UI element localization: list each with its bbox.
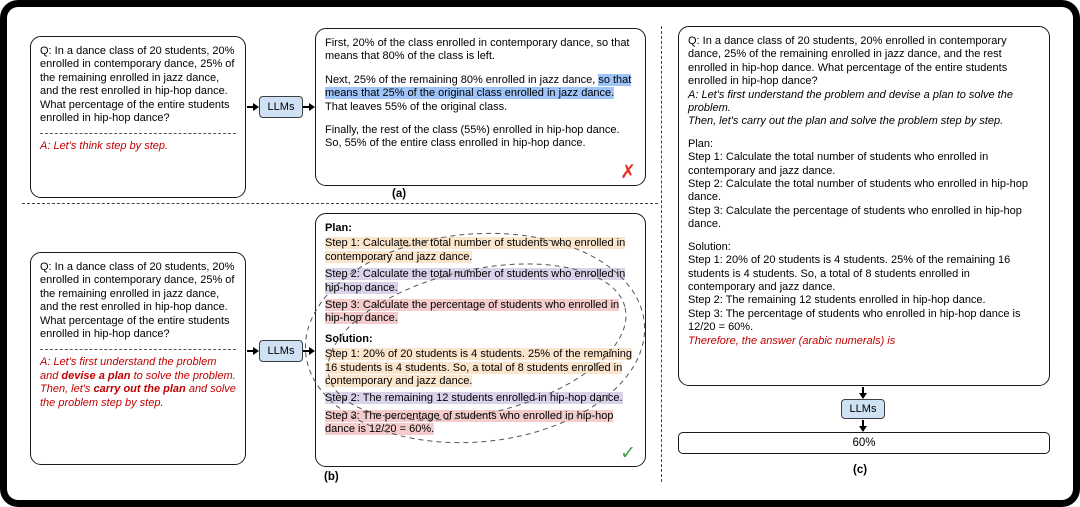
panel-b-question-box	[30, 252, 246, 465]
prompt-text: Then, let's	[40, 383, 94, 396]
ps-prompt-line: Then, let's carry out the plan and solve the problem step by step.	[688, 115, 1004, 128]
panel-c-prompt-box	[678, 26, 1050, 386]
prompt-text: to solve the problem.	[130, 369, 236, 382]
plan-step	[325, 268, 636, 295]
panel-b-label: (b)	[324, 471, 339, 483]
panel-c-label: (c)	[853, 464, 868, 476]
panel-b-output-box	[315, 213, 646, 467]
question-text: Q: In a dance class of 20 students, 20% enrolled in contemporary dance, 25% of the remaining enrolled in jazz dance, and the rest enrolled in hip-hop dance. What percentage of the entire students enrolled in hip-hop dance?	[40, 261, 235, 341]
plan-step-text: Step 2: Calculate the total number of students who enrolled in hip-hop dance.	[325, 268, 626, 294]
final-answer-box	[678, 432, 1050, 454]
output-paragraph	[325, 124, 636, 151]
dashed-separator	[40, 133, 236, 134]
plan-step	[325, 237, 636, 264]
plan-step: Step 2: Calculate the total number of students who enrolled in hip-hop dance.	[688, 178, 1028, 204]
panel-a-question-box	[30, 36, 246, 198]
llms-label: LLMs	[267, 345, 295, 357]
output-text: First, 20% of the class enrolled in contemporary dance, so that means that 80% of the class is left.	[325, 37, 630, 63]
plan-step	[325, 299, 636, 326]
panel-a-output-box	[315, 28, 646, 186]
solution-step: Step 2: The remaining 12 students enrolled in hip-hop dance.	[688, 294, 986, 307]
prompt-text: A: Let's first understand the problem and	[40, 356, 217, 382]
solution-step: Step 1: 20% of 20 students is 4 students. 25% of the remaining 16 students is 4 students. So, a total of 8 students enrolled in contemporary and jazz dance.	[688, 254, 1011, 293]
plan-step: Step 1: Calculate the total number of students who enrolled in contemporary and jazz dance.	[688, 151, 989, 177]
ps-prompt-text	[40, 356, 236, 410]
question-text: Q: In a dance class of 20 students, 20% enrolled in contemporary dance, 25% of the remaining enrolled in jazz dance, and the rest enrolled in hip-hop dance. What percentage of the entire students enrolled in hip-hop dance?	[40, 45, 235, 125]
ps-prompt-line: A: Let's first understand the problem and devise a plan to solve the problem.	[688, 88, 1013, 115]
arrow-down-icon	[862, 387, 864, 393]
plan-step-text: Step 1: Calculate the total number of students who enrolled in contemporary and jazz dance.	[325, 237, 626, 263]
vertical-dashed-divider	[661, 26, 662, 482]
plan-step: Step 3: Calculate the percentage of students who enrolled in hip-hop dance.	[688, 204, 1022, 231]
prompt-bold-text: carry out the plan	[93, 383, 186, 396]
cot-trigger-text: A: Let's think step by step.	[40, 140, 169, 153]
arrow-right-icon	[247, 106, 253, 108]
llms-box	[259, 340, 303, 362]
solution-step-text: Step 1: 20% of 20 students is 4 students. 25% of the remaining 16 students is 4 students. So, a total of 8 students enrolled in contemporary and jazz dance.	[325, 348, 632, 388]
output-paragraph	[325, 37, 636, 64]
prompt-text: and solve the problem step by step.	[40, 383, 236, 409]
question-text: Q: In a dance class of 20 students, 20% enrolled in contemporary dance, 25% of the remaining enrolled in jazz dance, and the rest enrolled in hip-hop dance. What percentage of the entire students enrolled in hip-hop dance?	[688, 35, 1008, 88]
solution-step-text: Step 2: The remaining 12 students enrolled in hip-hop dance.	[325, 392, 623, 405]
output-text: That leaves 55% of the original class.	[325, 100, 508, 113]
highlighted-error-text: so that means that 25% of the original class enrolled in jazz dance.	[325, 73, 632, 100]
solution-step	[325, 410, 636, 437]
correct-mark-icon: ✓	[620, 443, 636, 464]
ps-prompt-line	[40, 383, 236, 410]
llms-label: LLMs	[267, 101, 295, 113]
wrong-mark-icon: ✗	[620, 162, 636, 183]
dashed-separator	[40, 349, 236, 350]
arrow-right-icon	[303, 350, 309, 352]
solution-heading: Solution:	[325, 332, 373, 345]
solution-step: Step 3: The percentage of students who enrolled in hip-hop dance is 12/20 = 60%.	[688, 307, 1021, 334]
llms-label: LLMs	[849, 403, 877, 415]
plan-heading: Plan:	[325, 222, 352, 234]
solution-step	[325, 348, 636, 388]
prompt-bold-text: devise a plan	[61, 369, 131, 382]
arrow-down-icon	[862, 420, 864, 426]
final-answer-text: 60%	[852, 437, 876, 449]
output-text: Next, 25% of the remaining 80% enrolled in jazz dance,	[325, 73, 599, 86]
answer-extraction-trigger: Therefore, the answer (arabic numerals) is	[688, 334, 896, 347]
solution-step-text: Step 3: The percentage of students who enrolled in hip-hop dance is 12/20 = 60%.	[325, 409, 614, 436]
llms-box	[259, 96, 303, 118]
solution-heading: Solution:	[688, 240, 731, 253]
plan-step-text: Step 3: Calculate the percentage of students who enrolled in hip-hop dance.	[325, 299, 620, 325]
plan-heading: Plan:	[688, 137, 714, 150]
solution-step	[325, 392, 636, 405]
arrow-right-icon	[303, 106, 309, 108]
arrow-right-icon	[247, 350, 253, 352]
ps-prompt-line	[40, 356, 236, 383]
llms-box	[841, 399, 885, 419]
horizontal-dashed-divider	[22, 203, 658, 204]
output-paragraph	[325, 74, 636, 114]
output-text: Finally, the rest of the class (55%) enrolled in hip-hop dance. So, 55% of the entire class enrolled in hip-hop dance.	[325, 124, 620, 150]
panel-a-label: (a)	[392, 188, 407, 200]
